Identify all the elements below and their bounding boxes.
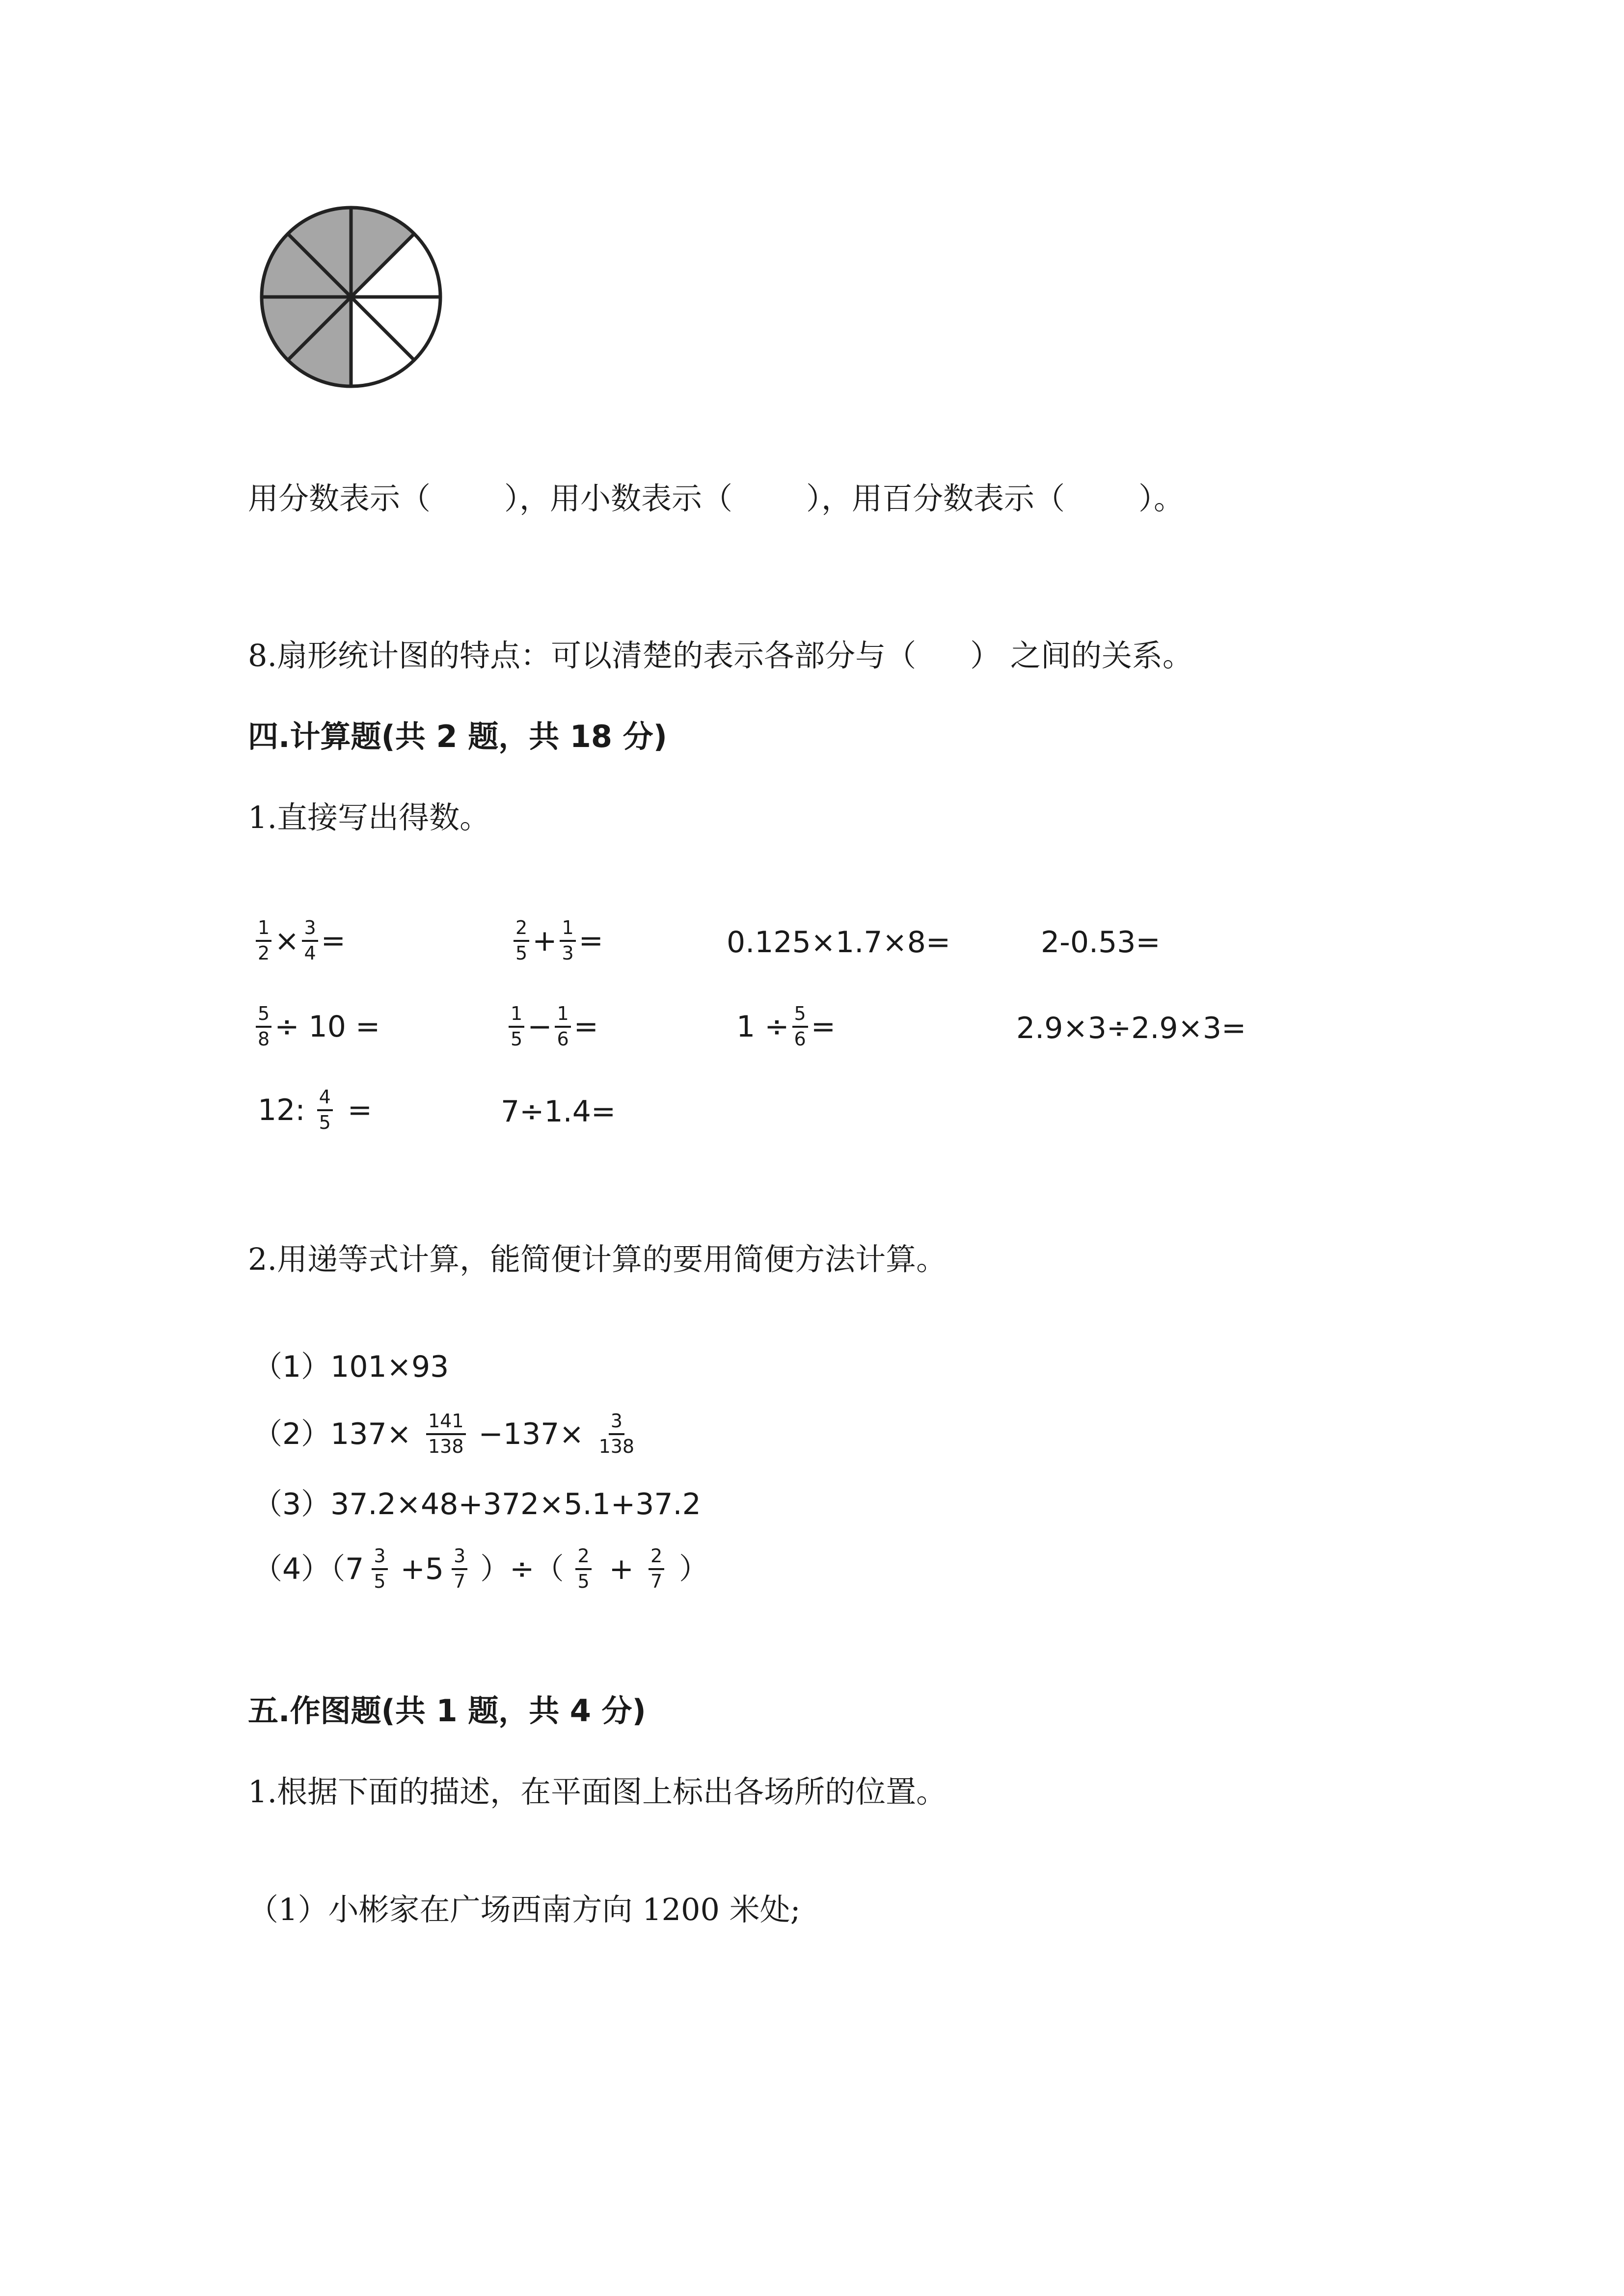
calc1-expr-3: 0.125×1.7×8= bbox=[727, 925, 951, 960]
calc1-expr-1: $\frac{1}{2}$ × $\frac{3}{4}$ = bbox=[253, 918, 346, 964]
question-8 bbox=[248, 638, 1193, 673]
q8-text-end: ） 之间的关系。 bbox=[970, 638, 1193, 673]
fraction: $\frac{5}{6}$ bbox=[792, 1004, 808, 1050]
q7-end: ）。 bbox=[1138, 481, 1185, 516]
calc1-expr-9: 12: $\frac{4}{5}$ = bbox=[258, 1086, 373, 1133]
pie-figure bbox=[255, 201, 447, 393]
pie-dividers bbox=[262, 208, 440, 386]
q7-fraction-label: 用分数表示（ bbox=[248, 481, 431, 516]
calc2-item-1: （1）101×93 bbox=[253, 1350, 449, 1384]
section-5-title: 五.作图题(共 1 题，共 4 分) bbox=[248, 1693, 646, 1729]
q7-answer-line bbox=[248, 483, 1184, 514]
calc1-expr-6: $\frac{1}{5}$ − $\frac{1}{6}$ = bbox=[506, 1004, 598, 1050]
fraction: $\frac{1}{2}$ bbox=[256, 918, 271, 964]
fraction: $\frac{5}{8}$ bbox=[256, 1004, 271, 1050]
fraction: $\frac{3}{5}$ bbox=[372, 1546, 387, 1592]
fraction: $\frac{1}{5}$ bbox=[509, 1004, 524, 1050]
calc2-item-2: （2）137× $\frac{141}{138}$ −137× $\frac{3}{138}$ bbox=[253, 1410, 635, 1457]
calc1-expr-5: $\frac{5}{8}$ ÷ 10 = bbox=[253, 1004, 380, 1050]
calc1-expr-4: 2-0.53= bbox=[1041, 925, 1161, 960]
calc-2-title: 2.用递等式计算，能简便计算的要用简便方法计算。 bbox=[248, 1241, 947, 1277]
calc2-item-4: （4）（7 $\frac{3}{5}$ +5 $\frac{3}{7}$ ）÷（ $\frac{2}{5}$ + $\frac{2}{7}$ ） bbox=[253, 1545, 709, 1592]
calc1-expr-8: 2.9×3÷2.9×3= bbox=[1016, 1011, 1246, 1045]
section-4-title: 四.计算题(共 2 题，共 18 分) bbox=[248, 719, 667, 754]
calc-1-title: 1.直接写出得数。 bbox=[248, 800, 490, 835]
q8-text-start: 8.扇形统计图的特点：可以清楚的表示各部分与（ bbox=[248, 638, 917, 673]
fraction: $\frac{2}{5}$ bbox=[575, 1546, 591, 1592]
fraction: $\frac{3}{138}$ bbox=[598, 1410, 635, 1457]
calc1-expr-2: $\frac{2}{5}$ + $\frac{1}{3}$ = bbox=[511, 918, 603, 964]
fraction: $\frac{3}{7}$ bbox=[452, 1546, 467, 1592]
draw-1-item-1: （1）小彬家在广场西南方向 1200 米处; bbox=[248, 1892, 801, 1927]
q7-decimal-label: ），用小数表示（ bbox=[504, 481, 733, 516]
fraction: $\frac{1}{3}$ bbox=[560, 918, 575, 964]
fraction: $\frac{3}{4}$ bbox=[302, 918, 318, 964]
calc2-item-3: （3）37.2×48+372×5.1+37.2 bbox=[253, 1487, 701, 1522]
fraction: $\frac{141}{138}$ bbox=[426, 1411, 466, 1457]
fraction: $\frac{2}{7}$ bbox=[649, 1546, 664, 1592]
calc1-expr-10: 7÷1.4= bbox=[501, 1095, 616, 1129]
draw-1-title: 1.根据下面的描述，在平面图上标出各场所的位置。 bbox=[248, 1774, 947, 1810]
calc1-expr-7: 1 ÷ $\frac{5}{6}$ = bbox=[736, 1003, 836, 1050]
q7-percent-label: ），用百分数表示（ bbox=[806, 481, 1065, 516]
fraction: $\frac{2}{5}$ bbox=[514, 918, 529, 964]
fraction: $\frac{4}{5}$ bbox=[317, 1087, 333, 1133]
fraction: $\frac{1}{6}$ bbox=[555, 1004, 570, 1050]
